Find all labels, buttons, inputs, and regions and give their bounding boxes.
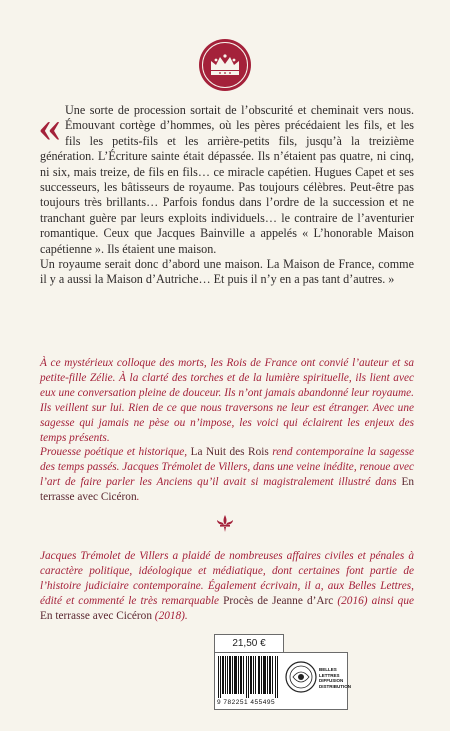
bio-book-title-1: Procès de Jeanne d’Arc	[223, 594, 334, 607]
quote-paragraph-2: Un royaume serait donc d’abord une maison. La Maison de France, comme il y a aussi la Maison d’Autriche… Et puis il n’y en a pas tant d’autres. »	[40, 257, 414, 287]
bio-text: Jacques Trémolet de Villers a plaidé de nombreuses affaires civiles et pénales à caractère politique, idéologique et médiatique, dont certaines font partie de l’histoire judiciaire contemporaine. Également écrivain, il a, aux Belles Lettres, édité et commenté le très remarquable	[40, 550, 414, 607]
bio-text: (2016) ainsi que	[333, 594, 414, 607]
distributor-name: BELLES LETTRES DIFFUSION DISTRIBUTION	[319, 667, 351, 689]
description-text: .	[136, 491, 140, 504]
book-title: La Nuit des Rois	[190, 446, 269, 459]
distributor-logo-icon	[283, 657, 323, 697]
back-cover-quote	[38, 100, 414, 288]
isbn-number: 9 782251 455495	[217, 699, 276, 706]
description-paragraph-1: À ce mystérieux colloque des morts, les Rois de France ont convié l’auteur et sa petite-fille Zélie. À la clarté des torches et de la lumière spirituelle, ils lient avec eux une conversation pleine de douceur. Ils n’ont jamais abandonné leur royaume. Ils veillent sur lui. Rien de ce que nous traversons ne leur est étranger. Avec une sagesse qui jamais ne pèse ou n’impose, les voici qui éclairent les enjeux des temps présents.	[40, 357, 414, 444]
description-text: Prouesse poétique et historique,	[40, 446, 191, 459]
cited-book-title: En terrasse avec Cicéron	[40, 476, 414, 504]
description-text: rend contemporaine la sagesse des temps passés. Jacques Trémolet de Villers, dans une veine inédite, renoue avec l’art de faire parler les Anciens qu’il avait si magistralement illustré dans	[40, 446, 414, 489]
author-bio	[40, 549, 414, 624]
price-label: 21,50 €	[214, 634, 284, 654]
isbn-barcode	[218, 656, 280, 698]
bio-book-title-2: En terrasse avec Cicéron	[40, 609, 152, 622]
opening-quote-mark: «	[38, 100, 61, 151]
quote-paragraph-1: Une sorte de procession sortait de l’obscurité et cheminait vers nous. Émouvant cortège d’hommes, où les pères précédaient les fils, et les fils les petits-fils et les arrière-petits fils, jusqu’à la treizième génération. L’Écriture sainte était dépassée. Ils n’étaient pas quatre, ni cinq, ni six, mais treize, de fils en fils… ce miracle capétien. Hugues Capet et ses successeurs, les bâtisseurs de royaume. Pas toujours célèbres. Peut-être pas toujours très brillants… Parfois fondus dans l’ordre de la succession et ne tranchant guère par leurs exploits individuels… le contraire de l’aventurier romantique. Ceux que Jacques Bainville a appelés « L’honorable Maison capétienne ». Ils étaient une maison.	[40, 103, 414, 256]
barcode-panel	[214, 652, 351, 710]
description-paragraph-2	[40, 445, 414, 505]
book-description	[40, 356, 414, 505]
crown-emblem-icon	[197, 37, 253, 93]
fleur-de-lis-icon	[214, 513, 236, 535]
bio-text: (2018).	[151, 609, 188, 622]
